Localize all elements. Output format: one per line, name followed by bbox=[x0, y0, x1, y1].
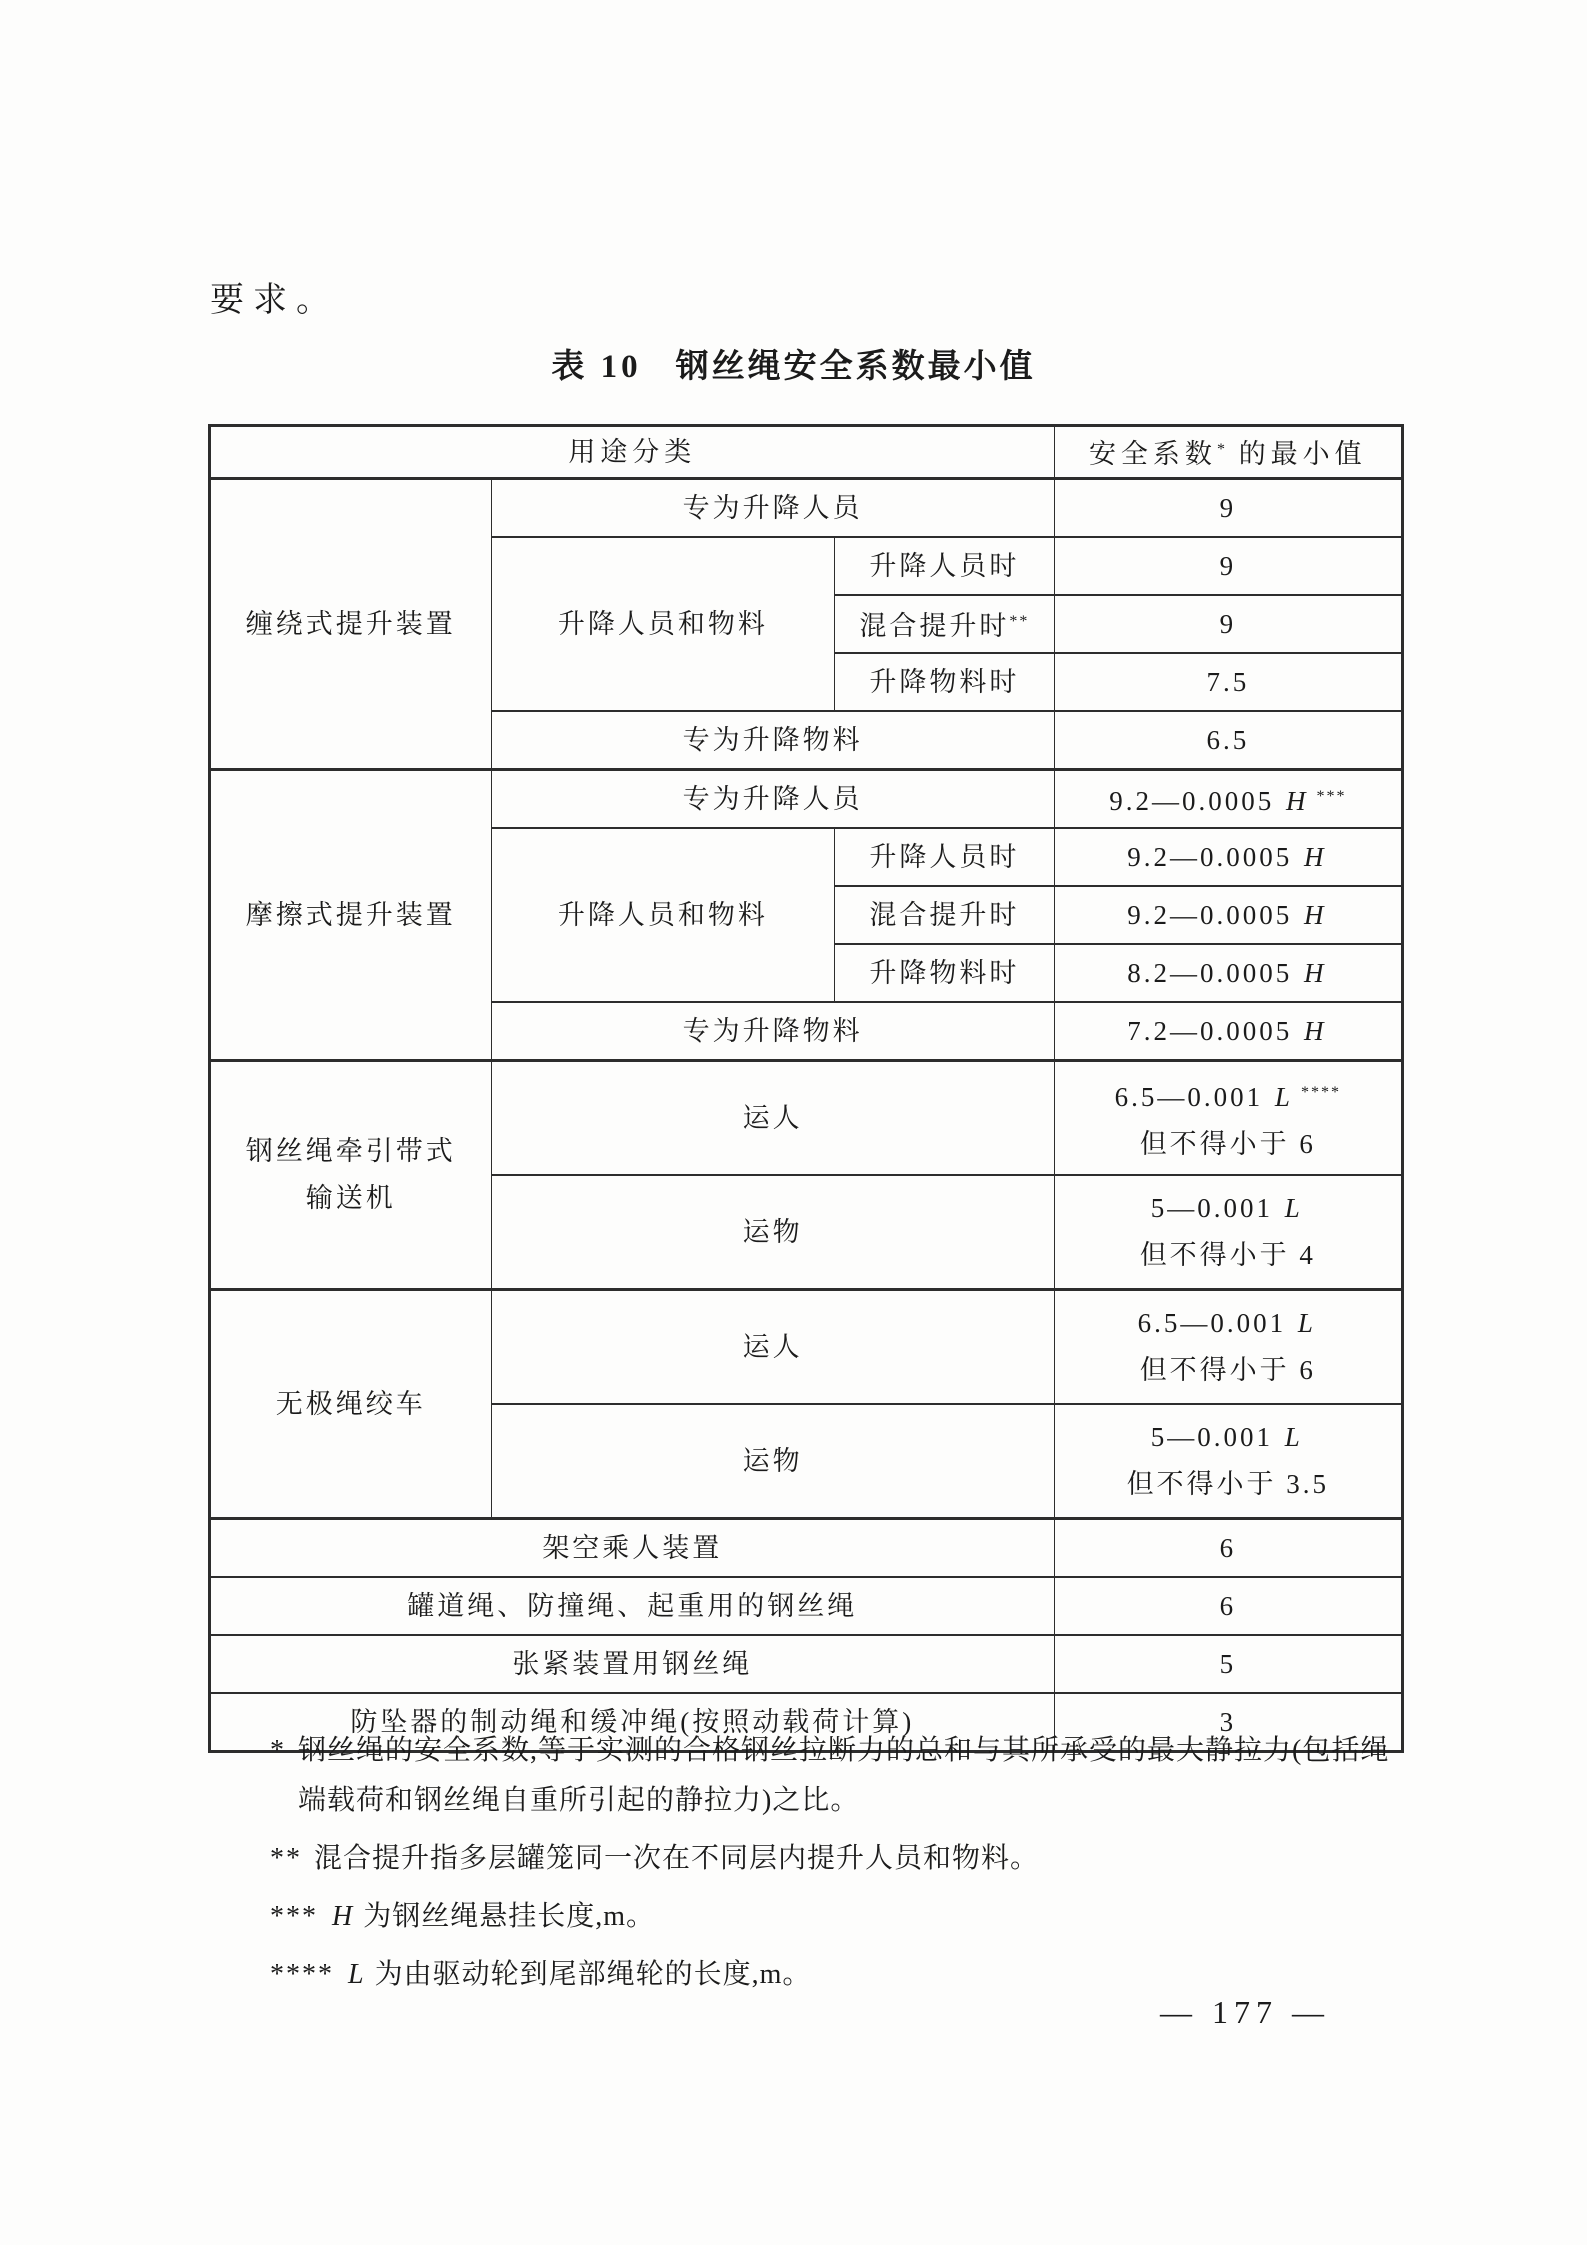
cell-line bbox=[839, 547, 1050, 585]
text-segment: 6.5 bbox=[1206, 725, 1250, 755]
text-segment: 输送机 bbox=[305, 1183, 396, 1213]
text-segment: 为由驱动轮到尾部绳轮的长度,m。 bbox=[366, 1959, 812, 1990]
footnote-marker: * bbox=[270, 1735, 286, 1766]
footnote-ref-marker: * bbox=[1216, 441, 1227, 458]
text-segment: 5—0.001 bbox=[1150, 1422, 1283, 1452]
table-row bbox=[210, 1519, 1403, 1578]
cell-line bbox=[215, 1175, 487, 1222]
wire-rope-safety-factor-table bbox=[208, 424, 1404, 1753]
table-number: 表 10 bbox=[551, 349, 642, 385]
text-segment: 专为升降人员 bbox=[682, 784, 863, 814]
footnote bbox=[270, 1950, 1390, 2000]
cell-line bbox=[1059, 1012, 1397, 1050]
table-row bbox=[210, 426, 1403, 479]
text-segment: 的最小值 bbox=[1226, 439, 1367, 469]
value-cell bbox=[1054, 828, 1402, 886]
category-cell bbox=[210, 479, 492, 770]
value-cell bbox=[1054, 886, 1402, 944]
footnote-ref-marker: ** bbox=[1009, 613, 1030, 630]
cell-line bbox=[1059, 663, 1397, 701]
category-cell bbox=[210, 1061, 492, 1290]
footnote bbox=[270, 1834, 1390, 1884]
text-segment: 6.5—0.001 bbox=[1114, 1081, 1273, 1112]
cell-line bbox=[1059, 1069, 1397, 1121]
value-cell bbox=[1054, 1290, 1402, 1405]
footnote-text bbox=[330, 1892, 1390, 1942]
usage-cell bbox=[210, 1577, 1055, 1635]
cell-line bbox=[1059, 778, 1397, 820]
condition-cell bbox=[835, 595, 1055, 653]
value-cell bbox=[1054, 1175, 1402, 1290]
usage-cell bbox=[491, 1061, 1054, 1176]
variable-symbol: L bbox=[348, 1959, 365, 1990]
text-segment: 9 bbox=[1219, 551, 1237, 581]
variable-symbol: L bbox=[1274, 1081, 1293, 1112]
usage-cell bbox=[491, 1175, 1054, 1290]
value-cell bbox=[1054, 1519, 1402, 1578]
variable-symbol: H bbox=[1303, 842, 1327, 872]
value-cell bbox=[1054, 653, 1402, 711]
text-segment: 专为升降人员 bbox=[682, 493, 863, 523]
variable-symbol: L bbox=[1297, 1308, 1316, 1338]
text-segment: 升降人员时 bbox=[869, 842, 1020, 872]
cell-line bbox=[496, 1012, 1050, 1050]
text-segment: 升降物料时 bbox=[869, 667, 1020, 697]
value-cell bbox=[1054, 1577, 1402, 1635]
cell-line bbox=[496, 1095, 1050, 1142]
cell-line bbox=[839, 896, 1050, 934]
text-segment: 7.5 bbox=[1206, 667, 1250, 697]
page-number: — 177 — bbox=[1160, 1994, 1330, 2030]
text-segment: 但不得小于 6 bbox=[1139, 1128, 1316, 1159]
text-segment: 5—0.001 bbox=[1150, 1193, 1283, 1223]
variable-symbol: H bbox=[1285, 786, 1309, 816]
text-segment: 混合提升时 bbox=[869, 900, 1020, 930]
cell-line bbox=[215, 1587, 1050, 1625]
cell-line bbox=[215, 1128, 487, 1175]
cell-line bbox=[1059, 489, 1397, 527]
footnotes-block bbox=[270, 1726, 1390, 2008]
text-segment: 但不得小于 3.5 bbox=[1126, 1469, 1330, 1499]
cell-line bbox=[1059, 1645, 1397, 1683]
value-cell bbox=[1054, 1635, 1402, 1693]
footnote-marker: *** bbox=[270, 1901, 318, 1932]
cell-line bbox=[1059, 721, 1397, 759]
text-segment: 缠绕式提升装置 bbox=[245, 609, 456, 639]
text-segment: 6 bbox=[1219, 1591, 1237, 1621]
table-row bbox=[210, 479, 1403, 538]
text-segment: 但不得小于 6 bbox=[1139, 1355, 1316, 1385]
intro-text: 要求。 bbox=[210, 282, 339, 319]
usage-cell bbox=[491, 1404, 1054, 1519]
variable-symbol: H bbox=[1303, 958, 1327, 988]
cell-line bbox=[496, 1438, 1050, 1485]
table-row bbox=[210, 1061, 1403, 1176]
text-segment: 9 bbox=[1219, 609, 1237, 639]
value-cell bbox=[1054, 479, 1402, 538]
text-segment: 运物 bbox=[742, 1445, 803, 1476]
cell-line bbox=[839, 838, 1050, 876]
text-segment: 混合提升指多层罐笼同一次在不同层内提升人员和物料。 bbox=[314, 1843, 1040, 1874]
usage-cell bbox=[491, 828, 835, 1002]
cell-line bbox=[1059, 605, 1397, 643]
variable-symbol: H bbox=[1303, 1016, 1327, 1046]
cell-line bbox=[1059, 954, 1397, 992]
footnote-marker: ** bbox=[270, 1843, 302, 1874]
text-segment: 运人 bbox=[742, 1102, 803, 1133]
cell-line bbox=[215, 896, 487, 934]
text-segment: 9 bbox=[1219, 493, 1237, 523]
text-segment: 钢丝绳牵引带式 bbox=[245, 1136, 456, 1166]
text-segment: 7.2—0.0005 bbox=[1127, 1016, 1302, 1046]
cell-line bbox=[1059, 1232, 1397, 1279]
condition-cell bbox=[835, 886, 1055, 944]
usage-cell bbox=[491, 711, 1054, 770]
value-cell bbox=[1054, 537, 1402, 595]
cell-line bbox=[215, 1381, 487, 1428]
text-segment: 但不得小于 4 bbox=[1139, 1240, 1316, 1270]
text-segment: 9.2—0.0005 bbox=[1127, 842, 1302, 872]
table-row bbox=[210, 770, 1403, 829]
cell-line bbox=[1059, 547, 1397, 585]
text-segment: 罐道绳、防撞绳、起重用的钢丝绳 bbox=[407, 1591, 858, 1621]
usage-cell bbox=[210, 1635, 1055, 1693]
text-segment: 8.2—0.0005 bbox=[1127, 958, 1302, 988]
cell-line bbox=[1059, 1529, 1397, 1567]
table-body bbox=[210, 426, 1403, 1752]
text-segment: 为钢丝绳悬挂长度,m。 bbox=[355, 1901, 656, 1932]
footnote-ref-marker: *** bbox=[1310, 788, 1347, 805]
value-cell bbox=[1054, 1002, 1402, 1061]
usage-cell bbox=[491, 479, 1054, 538]
text-segment: 安全系数 bbox=[1088, 439, 1217, 469]
variable-symbol: H bbox=[1303, 900, 1327, 930]
text-segment: 3 bbox=[1219, 1707, 1237, 1737]
value-cell bbox=[1054, 711, 1402, 770]
text-segment: 摩擦式提升装置 bbox=[245, 900, 456, 930]
cell-line bbox=[1059, 838, 1397, 876]
cell-line bbox=[1059, 896, 1397, 934]
text-segment: 专为升降物料 bbox=[682, 1016, 863, 1046]
cell-line bbox=[1059, 1587, 1397, 1625]
condition-cell bbox=[835, 653, 1055, 711]
value-cell bbox=[1054, 770, 1402, 829]
header-usage-category bbox=[210, 426, 1055, 479]
cell-line bbox=[496, 896, 831, 934]
condition-cell bbox=[835, 828, 1055, 886]
text-segment: 钢丝绳的安全系数,等于实测的合格钢丝拉断力的总和与其所承受的最大静拉力(包括绳端载荷和钢丝绳自重所引起的静拉力)之比。 bbox=[298, 1735, 1390, 1816]
cell-line bbox=[496, 1209, 1050, 1256]
variable-symbol: L bbox=[1284, 1422, 1303, 1452]
table-row bbox=[210, 1290, 1403, 1405]
value-cell bbox=[1054, 944, 1402, 1002]
text-segment: 专为升降物料 bbox=[682, 725, 863, 755]
usage-cell bbox=[210, 1519, 1055, 1578]
cell-line bbox=[215, 1529, 1050, 1567]
header-min-safety-factor bbox=[1054, 426, 1402, 479]
cell-line bbox=[496, 605, 831, 643]
table-caption bbox=[0, 340, 1587, 387]
cell-line bbox=[496, 1324, 1050, 1371]
text-segment: 9.2—0.0005 bbox=[1109, 786, 1284, 816]
text-segment: 无极绳绞车 bbox=[275, 1388, 426, 1419]
usage-cell bbox=[491, 770, 1054, 829]
footnote-text bbox=[298, 1726, 1390, 1826]
cell-line bbox=[839, 663, 1050, 701]
cell-line bbox=[1059, 1461, 1397, 1508]
text-segment: 运人 bbox=[742, 1331, 803, 1362]
category-cell bbox=[210, 770, 492, 1061]
value-cell bbox=[1054, 1404, 1402, 1519]
text-segment: 5 bbox=[1219, 1649, 1237, 1679]
cell-line bbox=[215, 1645, 1050, 1683]
condition-cell bbox=[835, 537, 1055, 595]
text-segment: 防坠器的制动绳和缓冲绳(按照动载荷计算) bbox=[350, 1707, 915, 1737]
text-segment: 架空乘人装置 bbox=[542, 1533, 723, 1563]
cell-line bbox=[1059, 1300, 1397, 1347]
cell-line bbox=[215, 605, 487, 643]
cell-line bbox=[1059, 1185, 1397, 1232]
usage-cell bbox=[491, 1290, 1054, 1405]
usage-cell bbox=[491, 1002, 1054, 1061]
cell-line bbox=[496, 780, 1050, 818]
value-cell bbox=[1054, 595, 1402, 653]
text-segment: 升降人员和物料 bbox=[557, 609, 768, 639]
text-segment: 升降物料时 bbox=[869, 958, 1020, 988]
cell-line bbox=[496, 721, 1050, 759]
cell-line bbox=[1059, 431, 1397, 473]
text-segment: 用途分类 bbox=[568, 437, 697, 467]
cell-line bbox=[496, 489, 1050, 527]
variable-symbol: H bbox=[332, 1901, 354, 1932]
text-segment: 6 bbox=[1219, 1533, 1237, 1563]
cell-line bbox=[1059, 1414, 1397, 1461]
usage-cell bbox=[491, 537, 835, 711]
cell-line bbox=[1059, 1121, 1397, 1168]
cell-line bbox=[1059, 1347, 1397, 1394]
text-segment: 升降人员时 bbox=[869, 551, 1020, 581]
text-segment: 9.2—0.0005 bbox=[1127, 900, 1302, 930]
condition-cell bbox=[835, 944, 1055, 1002]
text-segment: 运物 bbox=[742, 1216, 803, 1247]
footnote-text bbox=[314, 1834, 1390, 1884]
footnote bbox=[270, 1726, 1390, 1826]
text-segment: 升降人员和物料 bbox=[557, 900, 768, 930]
footnote bbox=[270, 1892, 1390, 1942]
footnote-ref-marker: **** bbox=[1294, 1083, 1341, 1101]
cell-line bbox=[215, 433, 1050, 471]
footnote-text bbox=[346, 1950, 1390, 2000]
value-cell bbox=[1054, 1061, 1402, 1176]
cell-line bbox=[839, 954, 1050, 992]
table-row bbox=[210, 1635, 1403, 1693]
text-segment: 混合提升时 bbox=[859, 611, 1010, 641]
category-cell bbox=[210, 1290, 492, 1519]
variable-symbol: L bbox=[1284, 1193, 1303, 1223]
footnote-marker: **** bbox=[270, 1959, 334, 1990]
text-segment: 6.5—0.001 bbox=[1137, 1308, 1296, 1338]
text-segment: 张紧装置用钢丝绳 bbox=[512, 1649, 753, 1679]
table-title: 钢丝绳安全系数最小值 bbox=[675, 349, 1036, 385]
table-row bbox=[210, 1577, 1403, 1635]
cell-line bbox=[839, 603, 1050, 645]
